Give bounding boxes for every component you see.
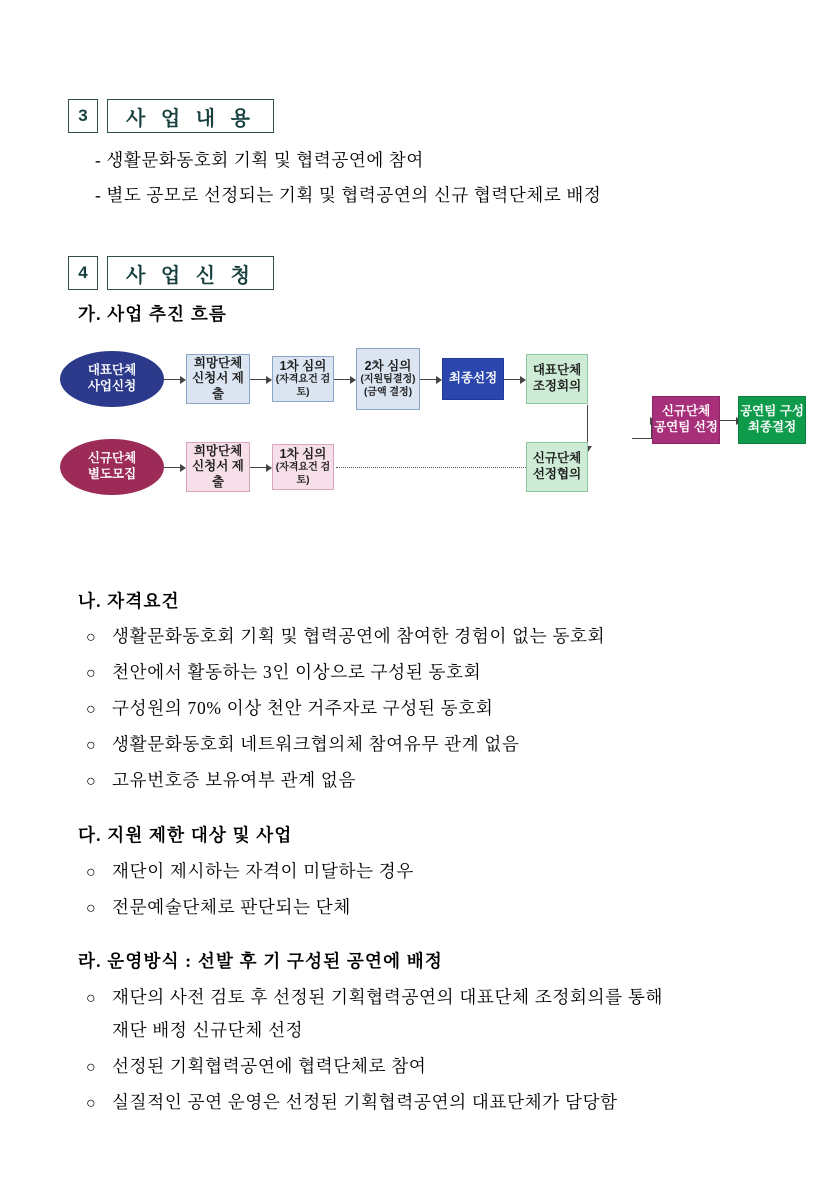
flow-node-new-form	[186, 442, 250, 492]
flow-node-rep-form	[186, 354, 250, 404]
bullet-icon: ○	[86, 773, 97, 790]
subheading-na: 나. 자격요건	[78, 591, 180, 611]
flow-node-line3b: (금액 결정)	[363, 386, 413, 398]
section-heading-4	[68, 256, 274, 290]
flow-node-line1: 신규단체	[532, 451, 582, 466]
operation-item-1-text: 재단의 사전 검토 후 선정된 기획협력공연의 대표단체 조정회의를 통해	[112, 987, 664, 1007]
section-title-box-3	[107, 99, 274, 133]
restriction-item-2-text: 전문예술단체로 판단되는 단체	[112, 897, 352, 917]
flow-node-line2: 신청서 제출	[192, 371, 244, 401]
flow-node-new-review1	[272, 444, 334, 490]
qualification-item-3-text: 구성원의 70% 이상 천안 거주자로 구성된 동호회	[112, 698, 494, 718]
operation-item-1	[86, 984, 663, 1009]
bullet-icon: ○	[86, 701, 97, 718]
flow-node-line1: 1차 심의	[279, 358, 327, 373]
restriction-item-2	[86, 894, 351, 919]
flow-node-line1: 대표단체	[87, 363, 137, 378]
bullet-icon: ○	[86, 900, 97, 917]
flow-node-line1: 신규단체	[661, 404, 711, 419]
qualification-item-3	[86, 695, 494, 720]
flow-node-line2: 공연팀 선정	[654, 420, 718, 434]
bullet-icon: ○	[86, 1059, 97, 1076]
qualification-item-5	[86, 767, 356, 792]
operation-item-2-text: 선정된 기획협력공연에 협력단체로 참여	[112, 1056, 427, 1076]
flow-node-team-select	[652, 396, 720, 444]
flow-connector	[632, 438, 652, 439]
subheading-ra: 라. 운영방식 : 선발 후 기 구성된 공연에 배정	[78, 951, 443, 971]
flow-node-line2: 조정회의	[532, 379, 582, 393]
section-title-4: 사 업 신 청	[126, 264, 255, 287]
section-heading-3	[68, 99, 274, 133]
flow-node-rep-apply	[60, 351, 164, 407]
flow-node-line2: 사업신청	[87, 379, 137, 393]
flow-node-line3: (지원팀결정)	[360, 374, 416, 386]
process-flow-diagram	[60, 342, 804, 522]
qualification-item-5-text: 고유번호증 보유여부 관계 없음	[112, 770, 357, 790]
flow-node-line2: 선정협의	[532, 467, 582, 481]
qualification-item-2	[86, 659, 481, 684]
flow-node-line2: 별도모집	[87, 467, 137, 481]
bullet-icon: ○	[86, 629, 97, 646]
flow-node-line2: 신청서 제출	[192, 459, 244, 489]
bullet-icon: ○	[86, 665, 97, 682]
flow-node-line1: 희망단체	[193, 443, 243, 458]
subheading-ga: 가. 사업 추진 흐름	[78, 304, 228, 324]
operation-item-3	[86, 1089, 618, 1114]
bullet-icon: ○	[86, 737, 97, 754]
qualification-item-4-text: 생활문화동호회 네트워크협의체 참여유무 관계 없음	[112, 734, 520, 754]
section-number-3: 3	[68, 99, 98, 133]
flow-node-line3: (자격요건 검토)	[275, 374, 331, 398]
operation-item-1-continuation: 재단 배정 신규단체 선정	[112, 1020, 304, 1040]
restriction-item-1	[86, 858, 414, 883]
flow-node-line1: 공연팀 구성	[740, 404, 804, 419]
flow-node-team-final	[738, 396, 806, 444]
section-title-3: 사 업 내 용	[126, 107, 255, 130]
flow-node-line1: 대표단체	[532, 363, 582, 378]
flow-node-line1: 최종선정	[448, 371, 498, 386]
bullet-icon: ○	[86, 864, 97, 881]
flow-node-line3: (자격요건 검토)	[275, 462, 331, 486]
flow-node-rep-review1	[272, 356, 334, 402]
flow-node-rep-review2	[356, 348, 420, 410]
flow-node-line1: 2차 심의	[364, 358, 412, 373]
bullet-icon: ○	[86, 990, 97, 1007]
qualification-item-1-text: 생활문화동호회 기획 및 협력공연에 참여한 경험이 없는 동호회	[112, 626, 606, 646]
section3-item-1: - 생활문화동호회 기획 및 협력공연에 참여	[95, 150, 424, 170]
qualification-item-1	[86, 623, 605, 648]
section-title-box-4	[107, 256, 274, 290]
flow-node-line2: 최종결정	[747, 420, 797, 434]
operation-item-2	[86, 1053, 427, 1078]
flow-node-line1: 신규단체	[87, 451, 137, 466]
flow-dotted-connector	[336, 467, 528, 468]
subheading-da: 다. 지원 제한 대상 및 사업	[78, 825, 293, 845]
flow-node-line1: 1차 심의	[279, 446, 327, 461]
section3-item-2: - 별도 공모로 선정되는 기획 및 협력공연의 신규 협력단체로 배정	[95, 185, 602, 205]
qualification-item-2-text: 천안에서 활동하는 3인 이상으로 구성된 동호회	[112, 662, 482, 682]
section-number-4: 4	[68, 256, 98, 290]
operation-item-3-text: 실질적인 공연 운영은 선정된 기획협력공연의 대표단체가 담당함	[112, 1092, 618, 1112]
bullet-icon: ○	[86, 1095, 97, 1112]
flow-node-line1: 희망단체	[193, 355, 243, 370]
qualification-item-4	[86, 731, 520, 756]
restriction-item-1-text: 재단이 제시하는 자격이 미달하는 경우	[112, 861, 414, 881]
flow-node-new-meeting	[526, 442, 588, 492]
flow-node-final-select	[442, 358, 504, 400]
flow-node-rep-meeting	[526, 354, 588, 404]
flow-node-new-recruit	[60, 439, 164, 495]
